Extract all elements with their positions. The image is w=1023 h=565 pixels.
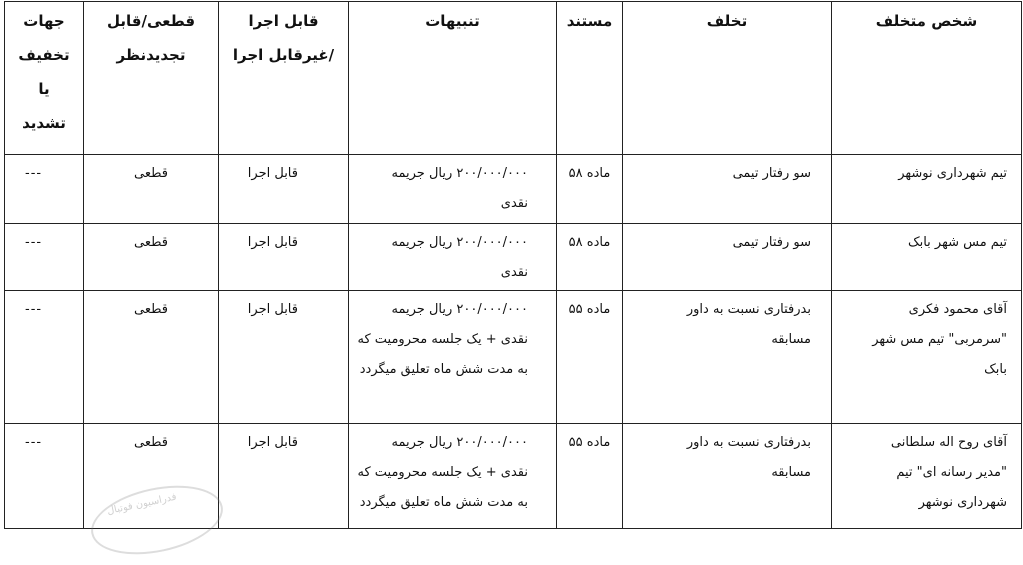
cell-enforceable: قابل اجرا: [219, 291, 349, 424]
cell-person: آقای محمود فکری "سرمربی" تیم مس شهر بابک: [832, 291, 1022, 424]
header-person: شخص متخلف: [832, 2, 1022, 155]
cell-article: ماده ۵۵: [557, 424, 623, 529]
cell-penalty: ۲۰۰/۰۰۰/۰۰۰ ریال جریمه نقدی + یک جلسه محرومیت که به مدت شش ماه تعلیق میگردد: [349, 291, 557, 424]
table-row: [5, 155, 1022, 224]
cell-violation: بدرفتاری نسبت به داور مسابقه: [623, 424, 832, 529]
header-final: قطعی/قابل تجدیدنظر: [84, 2, 219, 155]
disciplinary-table: [4, 1, 1022, 529]
cell-enforceable: قابل اجرا: [219, 155, 349, 224]
cell-article: ماده ۵۵: [557, 291, 623, 424]
cell-violation: بدرفتاری نسبت به داور مسابقه: [623, 291, 832, 424]
table-row: [5, 224, 1022, 291]
cell-reduction: ---: [5, 155, 84, 224]
cell-penalty: ۲۰۰/۰۰۰/۰۰۰ ریال جریمه نقدی: [349, 155, 557, 224]
stamp-text: فدراسیون فوتبال: [106, 491, 178, 518]
header-article: مستند: [557, 2, 623, 155]
cell-person: آقای روح اله سلطانی "مدیر رسانه ای" تیم شهرداری نوشهر: [832, 424, 1022, 529]
cell-person: تیم شهرداری نوشهر: [832, 155, 1022, 224]
cell-final: قطعی: [84, 224, 219, 291]
cell-person: تیم مس شهر بابک: [832, 224, 1022, 291]
cell-reduction: ---: [5, 224, 84, 291]
header-row: [5, 2, 1022, 155]
header-penalty: تنبیهات: [349, 2, 557, 155]
header-enforceable: قابل اجرا /غیرقابل اجرا: [219, 2, 349, 155]
cell-penalty: ۲۰۰/۰۰۰/۰۰۰ ریال جریمه نقدی + یک جلسه محرومیت که به مدت شش ماه تعلیق میگردد: [349, 424, 557, 529]
cell-violation: سو رفتار تیمی: [623, 155, 832, 224]
cell-enforceable: قابل اجرا: [219, 224, 349, 291]
cell-violation: سو رفتار تیمی: [623, 224, 832, 291]
cell-final: قطعی: [84, 424, 219, 529]
cell-reduction: ---: [5, 291, 84, 424]
header-reduction: جهات تخفیف یا تشدید: [5, 2, 84, 155]
cell-penalty: ۲۰۰/۰۰۰/۰۰۰ ریال جریمه نقدی: [349, 224, 557, 291]
cell-final: قطعی: [84, 291, 219, 424]
cell-final: قطعی: [84, 155, 219, 224]
cell-reduction: ---: [5, 424, 84, 529]
cell-article: ماده ۵۸: [557, 224, 623, 291]
cell-enforceable: قابل اجرا: [219, 424, 349, 529]
table-row: [5, 291, 1022, 424]
cell-article: ماده ۵۸: [557, 155, 623, 224]
header-violation: تخلف: [623, 2, 832, 155]
